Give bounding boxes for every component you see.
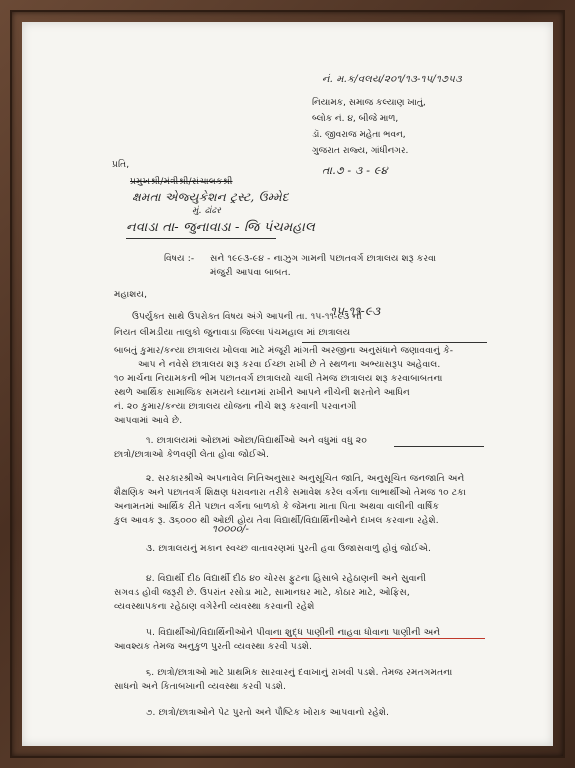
recipient-handwritten-3: નવાડા તા- જુનાવાડા - જિ પંચમહાલ xyxy=(126,220,316,235)
condition-line: ૭. છાત્રો/છાત્રાઓને પેટ પુરતો અને પૌષ્ટિક ખોરાક આપવાનો રહેશે. xyxy=(146,708,390,718)
address-line: ગુજરાત રાજ્ય, ગાંધીનગર. xyxy=(312,146,409,156)
recipient-printed: પ્રમુખશ્રી/મંત્રીશ્રી/સંચાલકશ્રી xyxy=(130,177,233,187)
condition-line: ૪. વિદ્યાર્થી દીઠ વિદ્યાર્થી દીઠ ૪૦ ચોરસ ફુટના હિસાબે રહેઠાણની અને સુવાની xyxy=(146,574,427,584)
condition-line: ૬. છાત્રો/છાત્રાઓ માટે પ્રાથમિક સારવારનું દવાખાનું રાખવી પડશે. તેમજ રમતગમતના xyxy=(146,668,453,678)
body-line: ઉપર્યુક્ત સાથે ઉપરોક્ત વિષય અંગે આપની તા. ૧૫-૧૧-૯૩ ની xyxy=(132,312,362,322)
condition-line: ૧. છાત્રાલયમાં ઓછામાં ઓછા/વિદ્યાર્થીઓ અને વધુમાં વધુ ૨૦ xyxy=(146,436,367,446)
body-line: નિયત લીમડીયા તાલુકો જુનાવાડા જિલ્લા પંચમહાલ માં છાત્રાલય xyxy=(114,328,351,338)
body-line: નં. ૨૦ કુમાર/કન્યા છાત્રાલય યોજના નીચે શરૂ કરવાની પરવાનગી xyxy=(114,402,357,412)
condition-line: કુલ આવક રૂ. ૩૬૦૦૦ થી ઓછી હોય તેવા વિદ્યાર્થી/વિદ્યાર્થિનીઓને દાખલ કરવાના રહેશે. xyxy=(114,516,439,526)
reference-number: નં. મ.ક/વલય/૨૦૧/૧૩-૧૫/૧૭૫૩ xyxy=(322,74,462,85)
body-line: આપવામાં આવે છે. xyxy=(114,416,183,426)
condition-line: ૩. છાત્રાલયનું મકાન સ્વચ્છ વાતાવરણમાં પુરતી હવા ઉજાસવાળું હોવું જોઈએ. xyxy=(146,544,432,554)
subject-label: વિષય :- xyxy=(164,254,195,264)
body-line: ૧૦ માર્ચના નિયામકની ભીમ પછાતવર્ગ છાત્રાલયો ચાલી તેમજ છાત્રાલય શરૂ કરવાબાબતના xyxy=(114,374,443,384)
condition-line: આવશ્યક તેમજ અનુકુળ પુરતી વ્યવસ્થા કરવી પડશે. xyxy=(114,642,313,652)
recipient-underline xyxy=(126,238,276,239)
address-line: ડૉ. જીવરાજ મહેતા ભવન, xyxy=(312,130,406,140)
body-line: આપ ને નવેસે છાત્રાલય શરૂ કરવા ઈચ્છા રાખી છે તે સ્થળના અભ્યાસરૂપ અહેવાલ. xyxy=(138,360,441,370)
condition-line: શૈક્ષણિક અને પછાતવર્ગ શિક્ષણ ધરાવનારા તરીકે સમાવેશ કરેલ વર્ગના લાભાર્થીઓ તેમજ ૧૦ ટકા xyxy=(114,488,467,498)
handwritten-date: ૧૫-૧૧-૯૩ xyxy=(330,304,381,318)
letter-date: તા.૭ - ૩ - ૯૪ xyxy=(322,164,388,177)
red-underline xyxy=(270,638,485,639)
address-line: નિયામક, સમાજ કલ્યાણ ખાતું, xyxy=(312,98,426,108)
condition-line: સગવડ હોવી જરૂરી છે. ઉપરાંત રસોડા માટે, સામાનઘર માટે, કોઠાર માટે, ઓફિસ, xyxy=(114,588,410,598)
condition-line: ૨. સરકારશ્રીએ અપનાવેલ નિતિઅનુસાર અનુસૂચિત જાતિ, અનુસૂચિત જનજાતિ અને xyxy=(146,474,465,484)
address-line: બ્લોક નં. ૪, બીજે માળ, xyxy=(312,114,399,124)
condition-line: ૫. વિદ્યાર્થીઓ/વિદ્યાર્થિનીઓને પીવાના શુદ્ધ પાણીની નાહવા ધોવાના પાણીની અને xyxy=(146,628,441,638)
document-page xyxy=(22,22,553,746)
recipient-handwritten-1: ક્ષમતા એજ્યુકેશન ટ્રસ્ટ, ઉમ્મેદ xyxy=(132,190,289,204)
handwritten-amount: ૧૦૦૦૦/- xyxy=(212,524,250,535)
body-line: બાબતું કુમાર/કન્યા છાત્રાલય ખોલવા માટે મંજૂરી માંગતી અરજીના અનુસંધાને જણાવવાનું કે- xyxy=(114,346,454,356)
condition-line: વ્યવસ્થાપકના રહેઠાણ વગેરેની વ્યવસ્થા કરવાની રહેશે xyxy=(114,602,315,612)
subject-text-2: મંજુરી આપવા બાબત. xyxy=(210,268,291,278)
condition-line: સાધનો અને કિતાબખાની વ્યવસ્થા કરવી પડશે. xyxy=(114,682,287,692)
subject-text: સને ૧૯૯૩-૯૪ - નાઝુગ ગામની પછાતવર્ગ છાત્રાલય શરૂ કરવા xyxy=(210,254,437,264)
prati-label: પ્રતિ, xyxy=(112,160,130,170)
salutation: મહાશય, xyxy=(114,290,148,300)
condition-line: અનામતમાં આર્થિક રીતે પછાત વર્ગના બાળકો કે જેમના માતા પિતા અથવા વાલીની વાર્ષિક xyxy=(114,502,440,512)
issuer-address xyxy=(312,77,426,159)
body-line: સ્થળે આર્થિક સામાજિક સમયને ધ્યાનમાં રાખીને આપને નીચેની શરતોને આધિન xyxy=(114,388,410,398)
count-underline xyxy=(394,446,484,447)
recipient-handwritten-2: મું. ઢાંઢર xyxy=(192,206,222,216)
condition-line: છાત્રો/છાત્રાઓ કેળવણી લેતા હોવા જોઈએ. xyxy=(114,450,270,460)
body-underline xyxy=(302,342,487,343)
